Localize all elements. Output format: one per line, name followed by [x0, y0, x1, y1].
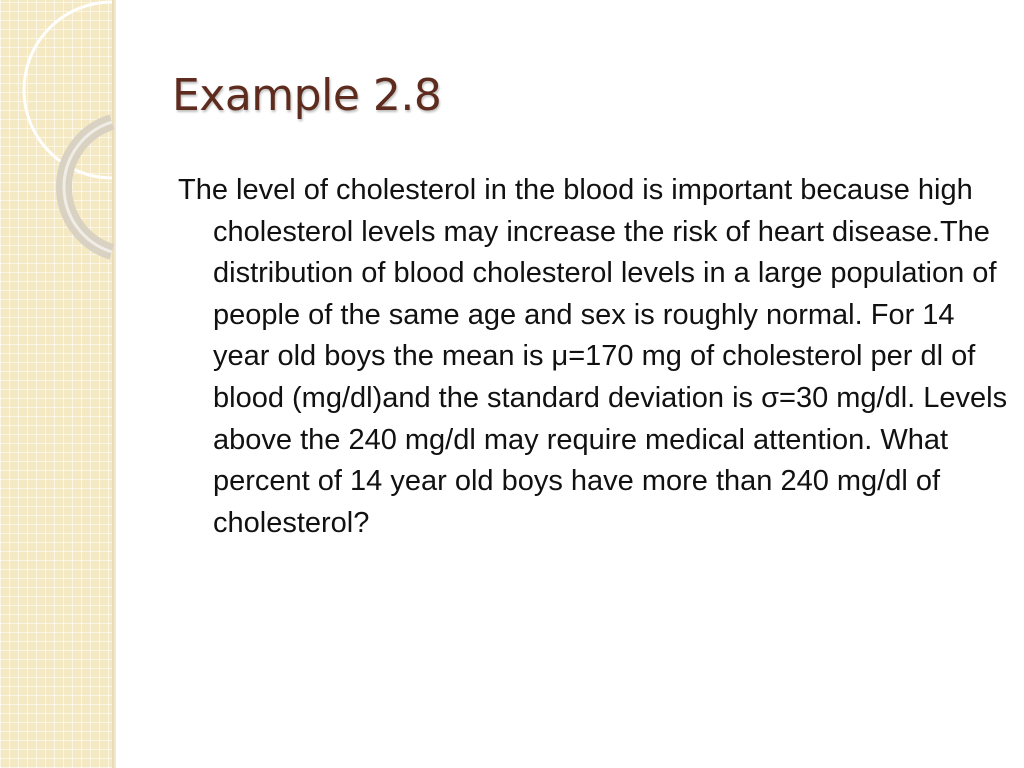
small-ring-arc — [64, 122, 112, 252]
slide-title: Example 2.8 — [172, 70, 442, 121]
decorative-rings — [0, 0, 160, 260]
slide-body-text: The level of cholesterol in the blood is important because high cholesterol levels may increase the risk of heart disease.The distribution of blood cholesterol levels in a large population of people of the same age and sex is roughly normal. For 14 year old boys the mean is μ=170 mg of cholesterol per dl of blood (mg/dl)and the standard deviation is σ=30 mg/dl. Levels above the 240 mg/dl may require medical attention. What percent of 14 year old boys have more than 240 mg/dl of cholesterol? — [178, 174, 1008, 539]
